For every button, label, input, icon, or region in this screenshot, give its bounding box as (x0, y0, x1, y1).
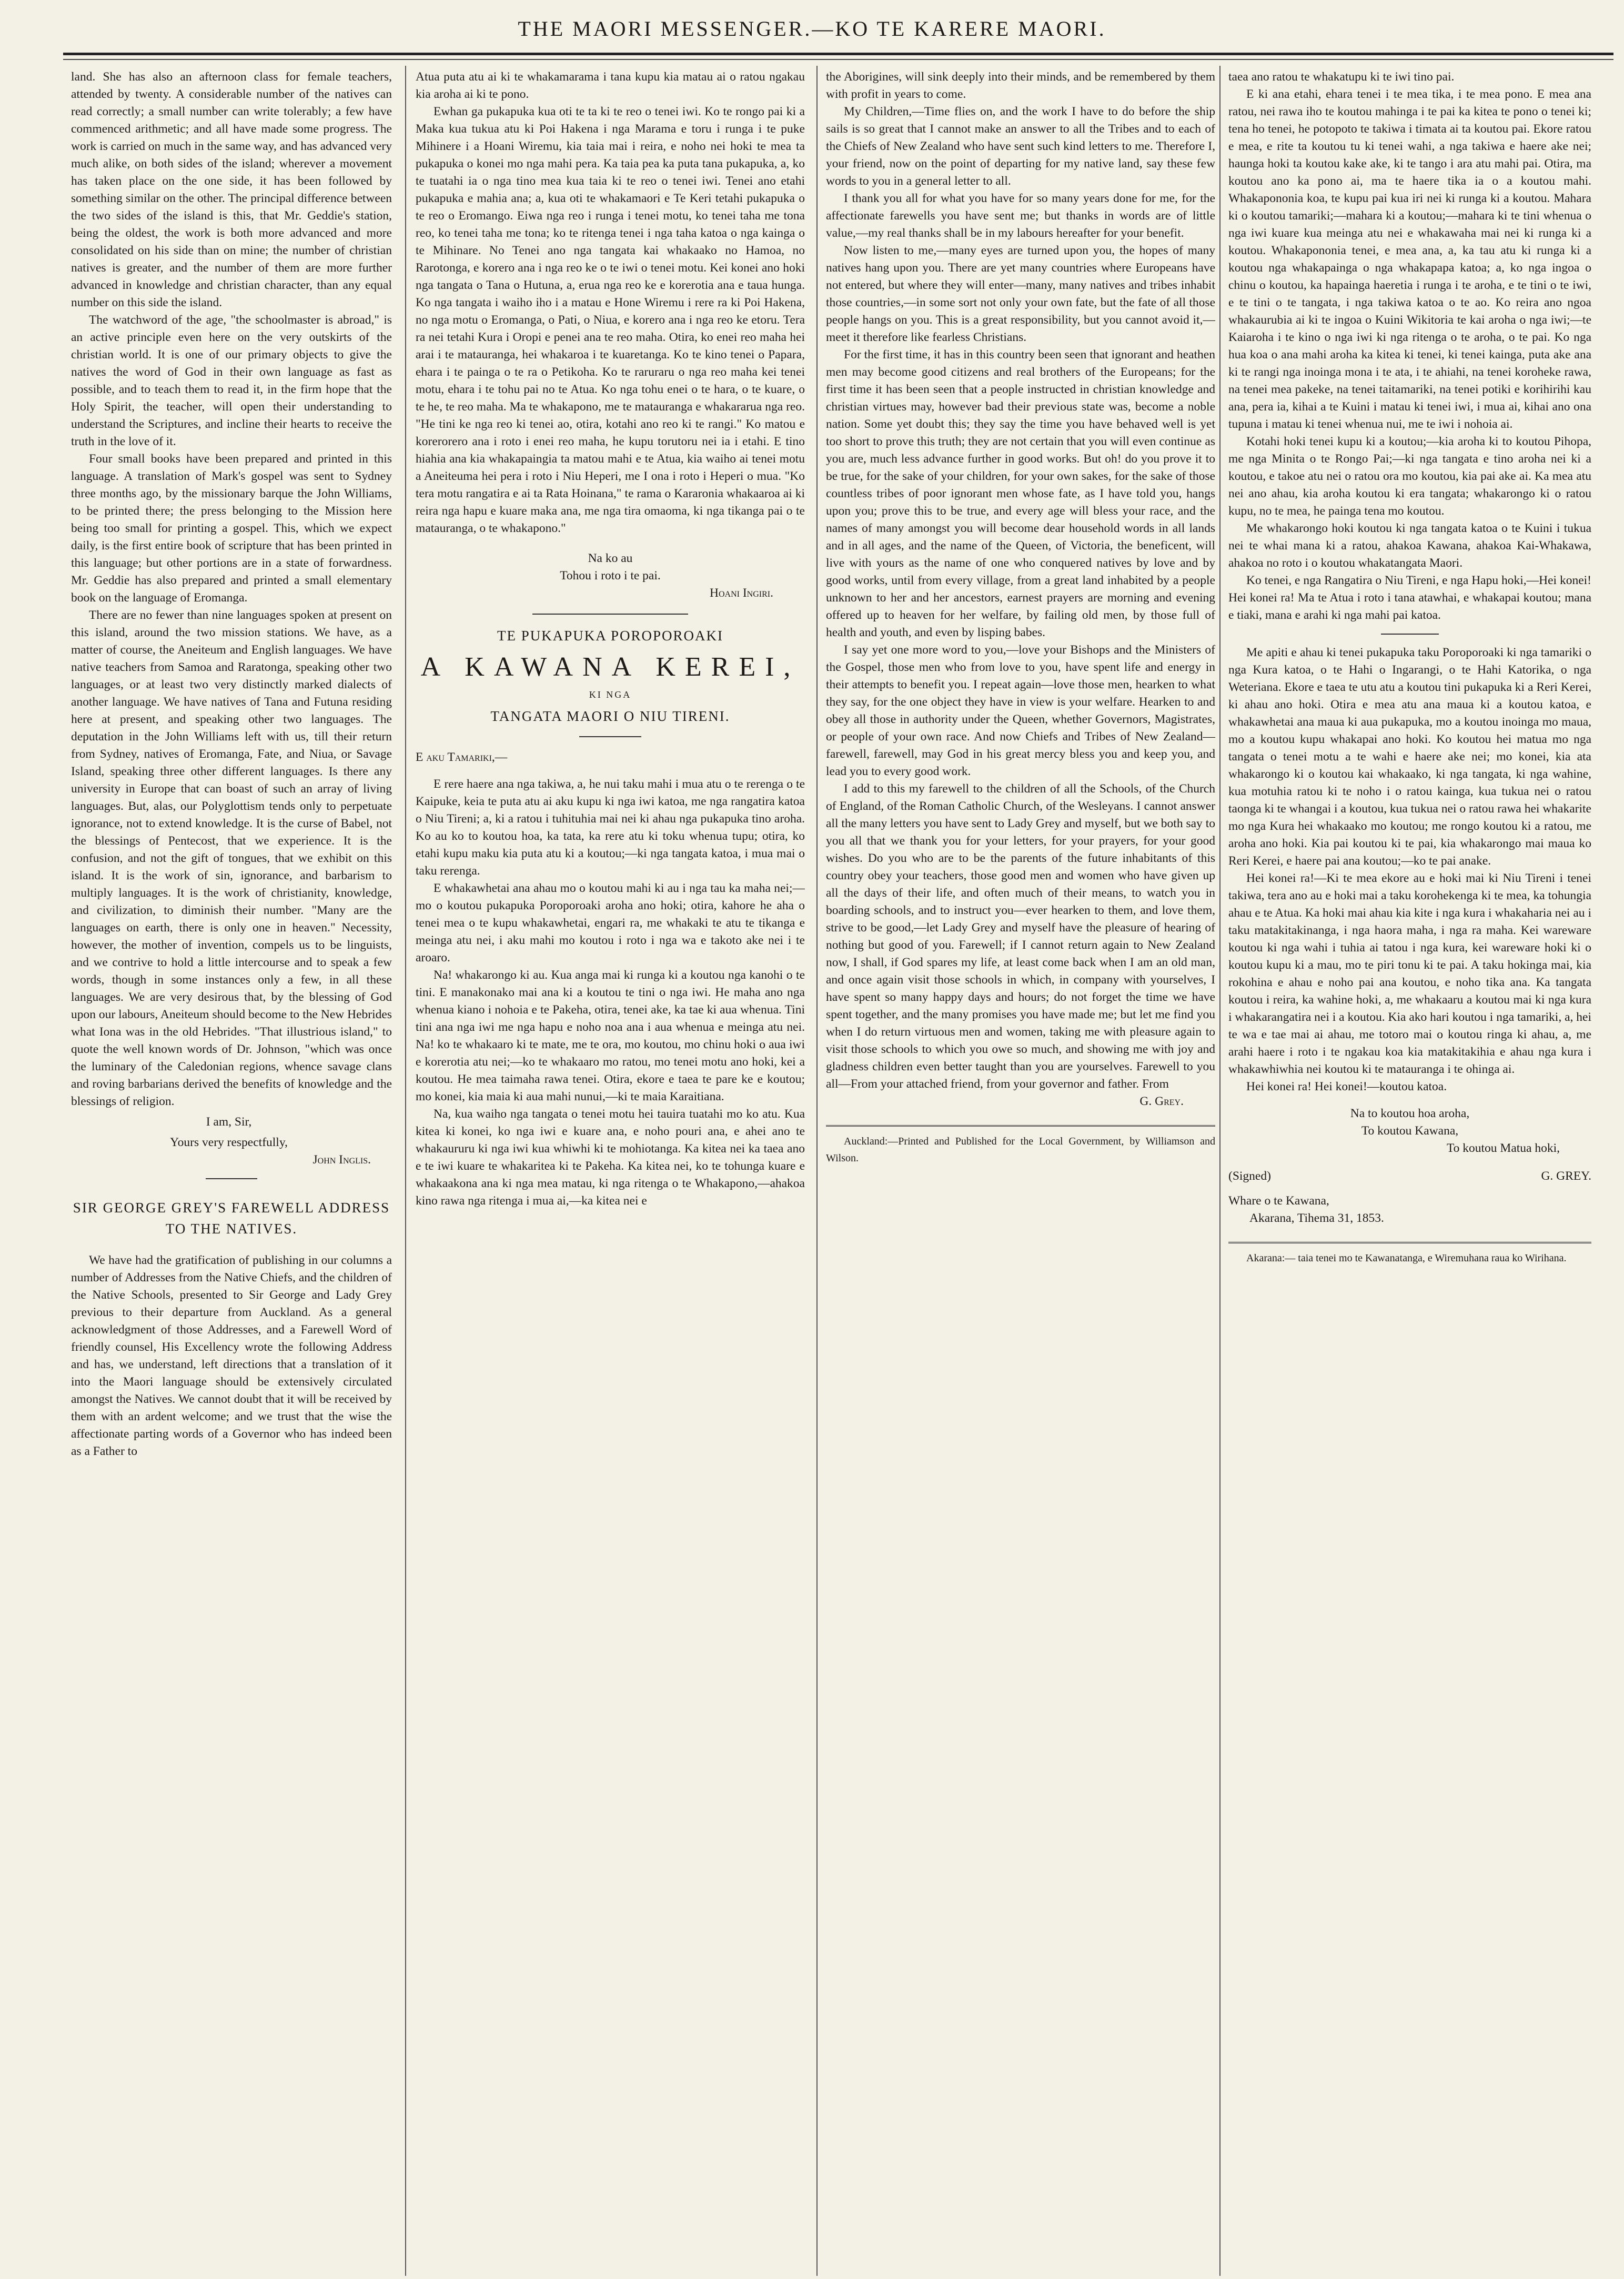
masthead-rule (63, 53, 1613, 55)
paragraph: I say yet one more word to you,—love your Bishops and the Ministers of the Gospel, those men who from love to you, have spent life and energy in their attempts to benefit you. I repeat again—love those men, hearken to what they say, for the one object they have in view is your welfare. Hearken to and obey all those in authority under the Queen, whether Governors, Magistrates, or people of your own race. And now Chiefs and Tribes of New Zealand—farewell, farewell, may God in his great mercy bless you and keep you, and lead you to every good work. (826, 643, 1215, 778)
paragraph: E rere haere ana nga takiwa, a, he nui taku mahi i mua atu o te rerenga o te Kaipuke, keia te puta atu ai aku kupu ki nga iwi katoa, me nga rangatira katoa o Niu Tireni; a, ki a ratou i tuhituhia mai nei ki ahau nga pukapuka tino aroha. Ko au ko to koutou hoa, ka tata, ka rere atu ki toku whenua tupu; otira, ko etahi kupu maku kia puta atu ki a koutou;—ki nga tangata katoa, i mua mai o taku rerenga. (416, 777, 805, 878)
paragraph: the Aborigines, will sink deeply into their minds, and be remembered by them with profit in years to come. (826, 70, 1215, 101)
paragraph: There are no fewer than nine languages spoken at present on this island, around the two mission stations. We have, as a matter of course, the Aneiteum and English languages. We have native teachers from Samoa and Raratonga, speaking other two languages, or at least two very distinctly marked dialects of another language. We have natives of Tana and Futuna residing here at present, and speaking other two languages. The deputation in the John Williams left with us, till their return from Sydney, natives of Eromanga, Fate, and Niua, or Savage Island, speaking three other different languages. Is there any university in Europe that can boast of such an array of living languages. But, alas, our Polyglottism tends only to perpetuate ignorance, not to extend knowledge. It is the curse of Babel, not the blessings of Pentecost, that we experience. It is the confusion, and not the gift of tongues, that we exhibit on this island. It is the work of sin, ignorance, and barbarism to multiply languages. It is the work of christianity, knowledge, and civilization, to diminish their number. "Many are the languages on earth, there is only one in heaven." Necessity, however, the mother of invention, compels us to be linguists, and we contrive to hold a little intercourse and to speak a few words, though in some instances only a few, in all these languages. We are very desirous that, by the blessing of God upon our labours, Aneiteum should become to the New Hebrides what Iona was in the old Hebrides. "That illustrious island," to quote the well known words of Dr. Johnson, "which was once the luminary of the Caledonian regions, whence savage clans and roving barbarians derived the benefits of knowledge and the blessings of religion. (71, 608, 392, 1108)
paragraph: Me whakarongo hoki koutou ki nga tangata katoa o te Kuini i tukua nei te whai mana ki a ratou, ahakoa Kawana, ahakoa Kai-Whakawa, ahakoa no roto i o koutou whakatangata Maori. (1228, 521, 1591, 570)
place-line: Whare o te Kawana, (1228, 1194, 1329, 1208)
section-rule (532, 614, 688, 615)
paragraph: taea ano ratou te whakatupu ki te iwi tino pai. (1228, 70, 1455, 84)
paragraph: Hei konei ra!—Ki te mea ekore au e hoki mai ki Niu Tireni i tenei takiwa, tera ano au e hoki mai a taku korohekenga ki te mea, ka tohungia ahau e te Atua. Ka hoki mai ahau kia kite i nga kura i whakaharia nei au i taku matakitakinanga, i nga haora maha, i nga ra maha. Kei wareware koutou ki nga wahi i tuhia ai tatou i nga kura, kei wareware hoki ki o koutou kupu ki a mau, mo te piri tonu ki te pai. A taku hokinga mai, kia rokohina e ahau e noho pai ana koutou, e noho tika ana. Ka tangata koutou i reira, ka wahine hoki, a, me whakaaru a koutou mai ki nga kura i whakarangatira nei i a koutou. Kia ako hari koutou i nga tamariki, a, hei te wa e tae mai ai ahau, me totoro mai o koutou ringa ki ahau, a, me arahi haere i roto i te ngakau koa kia matakitakihia e ahau nga kura i whakawhiwhia nei koutou ki te matauranga i te ohinga ai. (1228, 871, 1591, 1076)
column-divider (1219, 66, 1220, 2276)
letter-signer: Hoani Ingiri. (710, 586, 773, 600)
column-1 (71, 68, 392, 2268)
signoff-3: To koutou Matua hoki, (1446, 1141, 1560, 1155)
date-line: Akarana, Tihema 31, 1853. (1249, 1211, 1384, 1225)
paragraph: I thank you all for what you have for so many years done for me, for the affectionate farewells you have sent me; but thanks in words are of little value,—my real thanks shall be in my labours hereafter for your benefit. (826, 192, 1215, 240)
imprint: Akarana:— taia tenei mo te Kawanatanga, e Wiremuhana raua ko Wirihana. (1246, 1252, 1567, 1264)
footer-rule (1228, 1242, 1591, 1243)
column-3 (826, 68, 1215, 2268)
signoff: Na ko au (588, 551, 633, 565)
letter-signer: G. Grey. (1139, 1095, 1184, 1108)
letter-closing-2: Yours very respectfully, (170, 1136, 288, 1149)
article-heading: SIR GEORGE GREY'S FAREWELL ADDRESS TO THE NATIVES. (73, 1200, 390, 1237)
paragraph: The watchword of the age, "the schoolmaster is abroad," is an active principle even here on the very outskirts of the christian world. It is one of our primary objects to give the natives the word of God in their own language as fast as possible, and to teach them to read it, in the firm hope that the Holy Spirit, the teacher, will open their understanding to understand the Scriptures, and incline their hearts to receive the truth in the love of it. (71, 313, 392, 448)
maori-heading-2: A KAWANA KEREI, (420, 652, 800, 682)
maori-heading-4: TANGATA MAORI O NIU TIRENI. (490, 708, 730, 724)
column-2 (416, 68, 805, 2268)
letter-signer: John Inglis. (312, 1153, 371, 1167)
maori-heading-1: TE PUKAPUKA POROPOROAKI (497, 628, 724, 644)
section-rule (206, 1178, 257, 1179)
paragraph: My Children,—Time flies on, and the work I have to do before the ship sails is so great that I cannot make an answer to all the Tribes and to each of the Chiefs of New Zealand who have sent such kind letters to me. Therefore I, your friend, now on the point of departing for my native land, say these few words to you in a general letter to all. (826, 105, 1215, 188)
column-4 (1228, 68, 1591, 2268)
paragraph: Four small books have been prepared and printed in this language. A translation of Mark's gospel was sent to Sydney three months ago, by the missionary barque the John Williams, to be printed there; the press belonging to the Mission here being too small for printing a gospel. This, which we expect daily, is the first entire book of scripture that has been printed in this language; but other portions are in a state of forwardness. Mr. Geddie has also prepared and printed a small elementary book on the language of Eromanga. (71, 452, 392, 605)
imprint: Auckland:—Printed and Published for the Local Government, by Williamson and Wilson. (826, 1136, 1215, 1164)
paragraph: Kotahi hoki tenei kupu ki a koutou;—kia aroha ki to koutou Pihopa, me nga Minita o te Rongo Pai;—ki nga tangata e tino aroha nei ki a koutou, e takoe atu nei o ratou ora mo koutou, kia pai ake ai. Ka mea atu nei ano ahau, kia aroha koutou ki era tangata; whakarongo ki o ratou kupu, no te mea, he painga tena mo koutou. (1228, 435, 1591, 518)
paragraph: Me apiti e ahau ki tenei pukapuka taku Poroporoaki ki nga tamariki o nga Kura katoa, o te Hahi o Ingarangi, o te Hahi Katorika, o nga Weteriana. Ekore e taea te utu atu a koutou tini pukapuka ki a Reri Kerei, ki ahau ano hoki. Otira e mea atu ana maua ki a koutou katoa, e whakawhetai ana maua ki aua pukapuka, mo a koutou inoinga mo maua, mo a koutou kupu whakapai ano hoki. Ko koutou hei matua mo nga tangata o tenei motu a te wahi e haere ake nei; mo konei, kia ata whakarongo ki o koutou kai whakaako, ki nga tangata, ki nga wahine, kua motuhia ratou ki te noho i o ratou kainga, kua tukua nei o ratou taonga ki te whangai i a koutou, kua tukua nei o ratou rawa hei whakarite mo nga Kura hei whakaako mo koutou; me rongo koutou ki a ratou, me aroha ano hoki. Kia pai koutou ki te pai, kia whakarongo mai maua ko Reri Kerei, e haere pai ana koutou;—ko te pai anake. (1228, 646, 1591, 868)
section-rule (579, 736, 641, 737)
article-intro: We have had the gratification of publishing in our columns a number of Addresses from the Native Chiefs, and the children of the Native Schools, presented to Sir George and Lady Grey previous to their departure from Auckland. As a general acknowledgment of those Addresses, and a Farewell Word of friendly counsel, His Excellency wrote the following Address and has, we understand, left directions that a translation of it into the Maori language should be extensively circulated amongst the Natives. We cannot doubt that it will be received by them with an ardent welcome; and we trust that the wise the affectionate parting words of a Governor who has indeed been as a Father to (71, 1253, 392, 1458)
maori-heading-3: KI NGA (589, 689, 632, 700)
footer-rule (826, 1125, 1215, 1127)
paragraph: E ki ana etahi, ehara tenei i te mea tika, i te mea pono. E mea ana ratou, nei rawa iho te koutou mahinga i te pai ka kitea te pono o tenei ki; tena ho tenei, he potopoto te takiwa i timata ai ta koutou pai. Ekore ratou e mea, e rite ta koutou tu ki tenei wahi, a nga takiwa e haere ake nei; haunga hoki ta koutou kake ake, ki te tango i ara atu mahi pai. Otira, ma koutou ano ka pono ai, ma te haere tika ia o a koutou mahi. Whakapononia koa, te kupu pai kua iri nei ki runga ki a koutou. Mahara ki o koutou tamariki;—mahara ki a koutou;—mahara ki te tini whenua o nga iwi kuare kua meinga atu nei e whakawaha mai nei ki runga ki a koutou. Whakapononia tenei, e mea ana, a, ka tau atu ki runga ki a koutou nga whakapainga o nga whakapapa katoa; a, ko nga ingoa o chinu o koutou, ka hapainga haeretia i runga i te aroha, e te tini o te iwi, e te tini o te tangata, i nga takiwa katoa o te ao. Ko reira ano ngoa whakaurubia ai ki te ingoa o Kuini Wikitoria te kai aroha o nga iwi;—te Kaiaroha i te kino o nga iwi ki nga ritenga o te aroha, o te pai. Ko nga hua koa o ana mahi aroha ka kitea ki tenei, ki tenei kainga, puta ake ana ki te rangi nga inoinga mona i te ata, i te ahiahi, na tenei koroheke rawa, na tenei mea pakeke, na tenei taitamariki, na tenei potiki e korihirihi kau ana, pera ia, kihai a te Kuini i matau ki tenei iwi, i mua ai, kihai ano ona tupuna i matau ki tenei whenua nui, me te iwi i nohoia ai. (1228, 87, 1591, 431)
masthead-rule-thin (63, 59, 1613, 60)
paragraph: Na! whakarongo ki au. Kua anga mai ki runga ki a koutou nga kanohi o te tini. E manakonako mai ana ki a koutou te tini o nga iwi. He maha ano nga whenua kiano i nohoia e te Pakeha, otira, tenei ake, ka tae ki aua whenua. Tini tini ana nga iwi me nga hapu e noho noa ana i aua whenua e meinga atu nei. Na! ko te whakaaro ki te mate, me te ora, mo koutou, mo chinu hoki o aua iwi e korerotia atu nei;—ko te whakaaro mo ratou, mo tenei motu ano hoki, kei a koutou. He mea taimaha rawa tenei. Otira, ekore e taea te pare ke e koutou; mo konei, kia maia ki aua mahi nunui,—ki te maia Karaitiana. (416, 968, 805, 1103)
paragraph: For the first time, it has in this country been seen that ignorant and heathen men may become good citizens and real brothers of the Europeans; for the first time it has been seen that a people instructed in christian knowledge and christian virtues may, however bad their previous state was, become a noble nation. Some yet doubt this; they say the time you have behaved well is yet too short to prove this truth; they are not certain that you will even continue as you are, much less advance further in good works. But oh! do you prove it to be true, for the sake of your children, for your own sakes, for the sake of those countless tribes of poor ignorant men whose fate, as I have told you, hangs upon you; prove this to be true, and every age will bless your race, and the names of many amongst you will become dear household words in all lands and in all ages, and the name of the Queen, of Victoria, the beneficent, will live with yours as the name of one who conquered natives by love and by good works, until from every village, from a great land inhabited by a people unknown to her and her ancestors, earnest prayers are morning and evening offered up to heaven for her welfare, by failing old men, by those full of health and youth, and even by lisping babes. (826, 348, 1215, 639)
paragraph: Atua puta atu ai ki te whakamarama i tana kupu kia matau ai o ratou ngakau kia aroha ai ki te pono. (416, 70, 805, 101)
column-divider (405, 66, 406, 2276)
letter-signer: G. GREY. (1541, 1169, 1591, 1183)
paragraph: land. She has also an afternoon class for female teachers, attended by twenty. A considerable number of the natives can read correctly; a small number can write tolerably; a few have commenced arithmetic; and all have made some progress. The work is carried on much in the same way, and has advanced very much alike, on both sides of the island; wherever a movement has taken place on the one side, it has been followed by something similar on the other. The principal difference between the two sides of the island is this, that Mr. Geddie's station, being the oldest, the work is both more advanced and more consolidated on his side than on mine; the number of christian natives is greater, and the number of them are more further advanced in knowledge and christian character, than any equal number on this side the island. (71, 70, 392, 309)
salutation: E aku Tamariki,— (416, 750, 508, 764)
signoff: Na to koutou hoa aroha, (1350, 1107, 1470, 1120)
section-rule (1381, 634, 1439, 635)
paragraph: Na, kua waiho nga tangata o tenei motu hei tauira tuatahi mo ko atu. Kua kitea ki konei, ko nga iwi e kuare ana, e noho pouri ana, e ahei ano te whakaururu ki nga iwi kua whiwhi ki te mohiotanga. Ka kitea nei ka taea ano e te iwi kuare te whakaritea ki te Pakeha. Ka kitea nei, ko te tohunga kuare e whakaakona ana ki nga mea matau, ki nga ritenga o te Whakapono,—ahakoa kino rawa nga ritenga i mua ai,—ka kitea nei e (416, 1107, 805, 1208)
signoff-2: Tohou i roto i te pai. (560, 569, 661, 583)
masthead-title: THE MAORI MESSENGER.—KO TE KARERE MAORI. (518, 17, 1106, 41)
signed-line (1228, 1168, 1591, 1185)
signed-label: (Signed) (1228, 1169, 1271, 1183)
paragraph: Ewhan ga pukapuka kua oti te ta ki te reo o tenei iwi. Ko te rongo pai ki a Maka kua tukua atu ki Poi Hakena i nga Marama e toru i runga i te puke Mihinere i a Hoani Wiremu, kia taia mai i reira, e noho nei hoki te mea ta pukapuka o konei mo nga mahi pera. Ka taia pea ka puta tana pukapuka, a, ko te tuatahi ia o nga tino mea kua taia ki te reo o tenei iwi. Tenei ano etahi pukapuka e mahia ana; a, kua oti te whakamaori e Te Keri tetahi pukapuka o te reo o Eromango. Eiwa nga reo i runga i tenei motu, ko tenei taha me tona reo, ko tenei taha me tona; ko te ritenga tenei i nga taha katoa o nga kainga o te Mihinare. No Tenei ano nga tangata kai whakaako no Hamoa, no Rarotonga, e korero ana i nga reo ke o te iwi o tenei motu. Kei konei ano hoki nga tangata o Tana o Hutuna, a, erua nga reo ke e korerotia ana e taua hunga. Ko nga tangata i waiho iho i a matau e Hone Wiremu i rere ra ki Poi Hakena, no nga motu o Eromanga, o Pati, o Niua, e korero ana i nga reo ke etoru. Tera ra nei tetahi Kura i Oropi e penei ana te reo maha. Otira, ko enei reo maha hei arai i te matauranga, hei whakaroa i te kuaretanga. Ko te kino tenei o Papara, ehara i te painga o te ra o Petikoha. Ko te raruraru o nga reo maha kei tenei motu, ehara i te tohu pai no te Atua. Ko nga tohu enei o te hara, o te kuare, o te he, te reo maha. Ma te whakapono, me te matauranga e whakararua nga reo. "He tini ke nga reo ki tenei ao, otira, kotahi ano reo ki te rangi." Ko matou e korerorero ana i roto i enei reo maha, he kupu torutoru nei ia i etahi. E tino hiahia ana kia whakapaingia ta matou mahi e te Atua, kia waiho ai tenei motu a Aneiteuma hei pera i roto i Niu Heperi, me I ona i roto i Heperi o mua. "Ko tera motu rangatira e ai ta Rata Hoinana," te rama o Kararonia whakaaroa ai ki reira nga hapu e kuare maka ana, me nga tira omaoma, ki nga tikanga pai o te matauranga, o te whakapono." (416, 105, 805, 535)
paragraph: Hei konei ra! Hei konei!—koutou katoa. (1246, 1080, 1447, 1093)
paragraph: I add to this my farewell to the children of all the Schools, of the Church of England, of the Roman Catholic Church, of the Wesleyans. I cannot answer all the many letters you have sent to Lady Grey and myself, but we both say to you all that we thank you for your letters, for your prayers, for your good wishes. Do you who are to be the parents of the future inhabitants of this country obey your teachers, those good men and women who have given up all the days of their life, and often much of their means, to watch you in boarding schools, and to instruct you—ever hearken to them, and love them, strive to be good,—let Lady Grey and myself have the pleasure of hearing of nothing but good of you. Farewell; if I cannot return again to New Zealand now, I shall, if God spares my life, at least come back when I am an old man, and once again visit those schools in which, in company with yourselves, I have spent so many happy days and hours; do not forget the time we have spent together, and the many promises you have made me; but let me find you when I do return virtuous men and women, taking me with pleasure again to visit those schools to which you owe so much, and showing me with joy and gladness children even better taught than you are yourselves. Farewell to you all—From your attached friend, from your governor and father. From (826, 782, 1215, 1091)
signoff-2: To koutou Kawana, (1361, 1124, 1459, 1138)
column-divider (816, 66, 818, 2276)
paragraph: Now listen to me,—many eyes are turned upon you, the hopes of many natives hang upon you. There are yet many countries where Europeans have not entered, but where they will enter—many, many natives and tribes inhabit those countries,—in some sort not only your own fate, but the fate of all those people hangs on you. This is a great responsibility, but you cannot avoid it,—meet it therefore like fearless Christians. (826, 244, 1215, 344)
paragraph: E whakawhetai ana ahau mo o koutou mahi ki au i nga tau ka maha nei;—mo o koutou pukapuka Poroporoaki aroha ano hoki; otira, kahore he aha o tenei mea o te kupu whakawhetai, engari ra, me whakaki te atu te tikanga e meinga atu nei, i aku mahi mo koutou i roto i nga wa e takoto ake nei i te aroaro. (416, 881, 805, 965)
paragraph: Ko tenei, e nga Rangatira o Niu Tireni, e nga Hapu hoki,—Hei konei! Hei konei ra! Ma te Atua i roto i tana atawhai, e whakapai koutou; mana e tiaki, mana e arahi ki nga mahi pai katoa. (1228, 574, 1591, 622)
letter-closing: I am, Sir, (206, 1115, 252, 1129)
